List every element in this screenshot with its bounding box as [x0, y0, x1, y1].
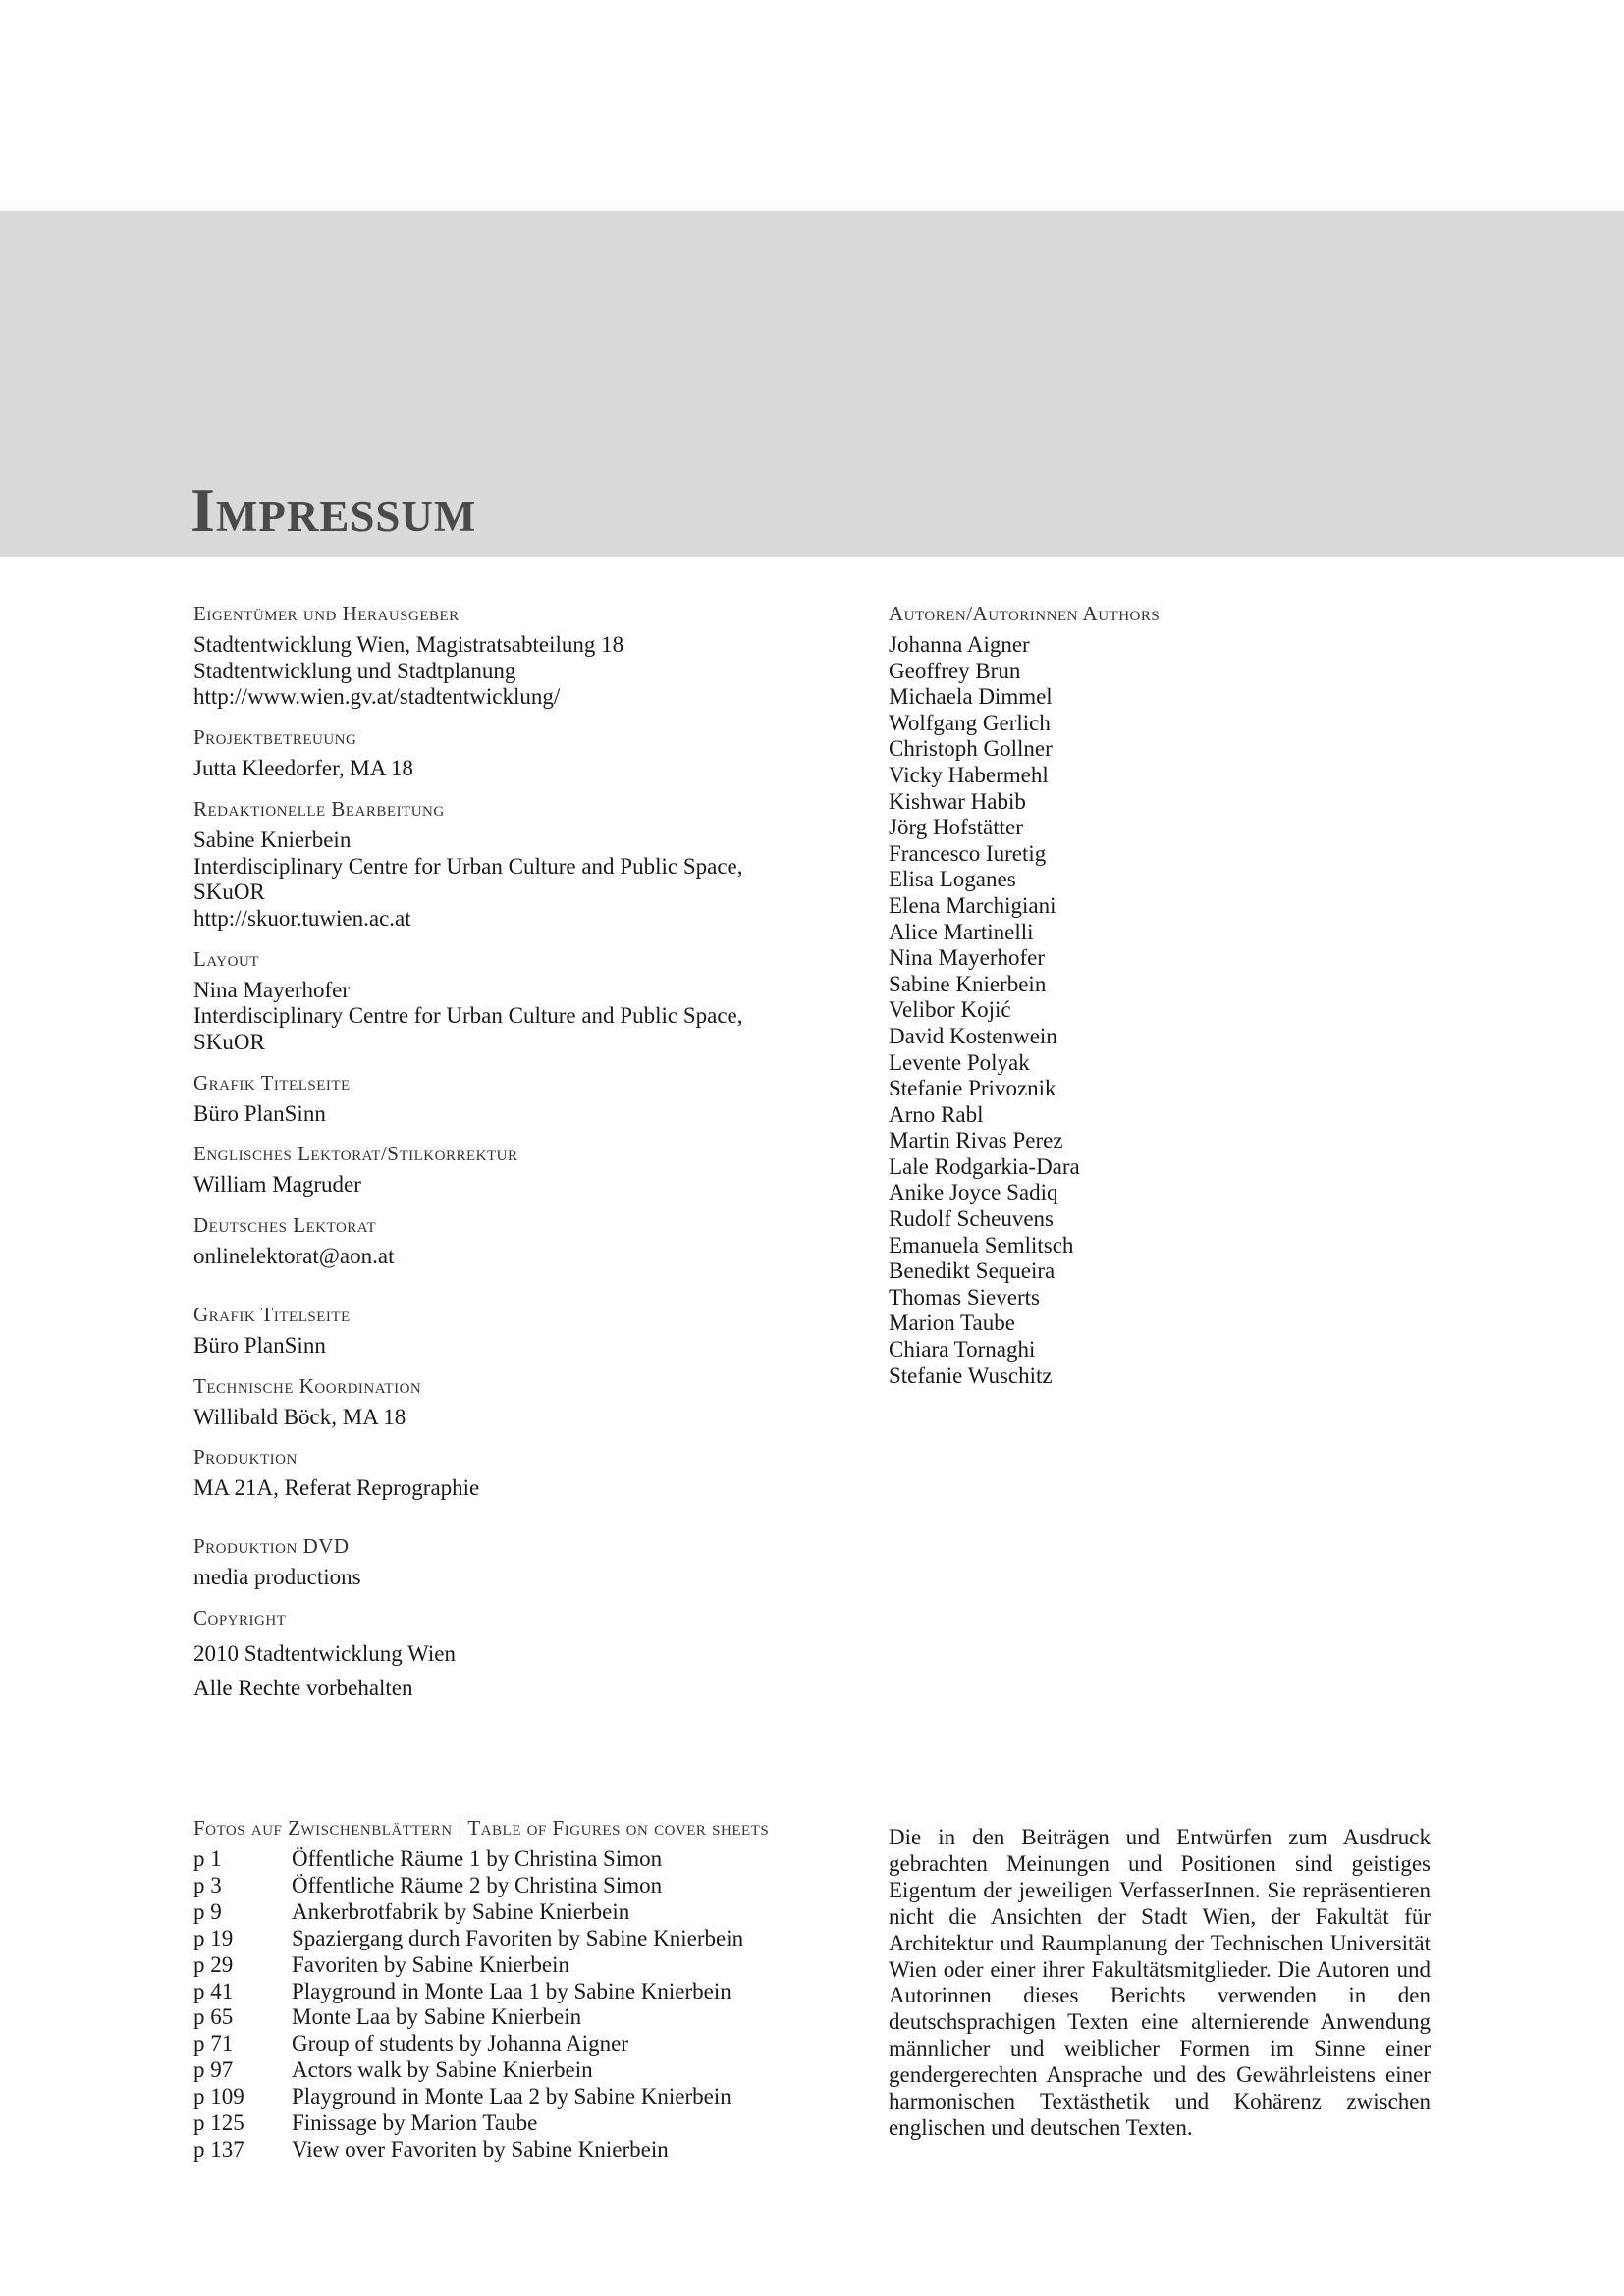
authors-column: [889, 601, 1438, 1389]
figure-page: p 29: [193, 1951, 234, 1977]
author-name: Lale Rodgarkia-Dara: [889, 1153, 1080, 1179]
figure-caption: View over Favoriten by Sabine Knierbein: [292, 2136, 669, 2162]
author-name: Vicky Habermehl: [889, 762, 1049, 787]
figure-row: [193, 1873, 881, 1899]
section-owner: [193, 601, 822, 711]
figure-row: [193, 1979, 881, 2005]
author-name: Stefanie Wuschitz: [889, 1362, 1053, 1388]
figure-caption: Playground in Monte Laa 1 by Sabine Knierbein: [292, 1978, 731, 2003]
section-line: onlinelektorat@aon.at: [193, 1244, 395, 1269]
section-project-support: [193, 724, 822, 782]
figure-caption: Öffentliche Räume 2 by Christina Simon: [292, 1872, 663, 1897]
section-label: Produktion: [193, 1445, 298, 1469]
section-label: Technische Koordination: [193, 1373, 422, 1398]
figure-page: p 109: [193, 2084, 244, 2109]
figure-page: p 137: [193, 2136, 244, 2162]
author-name: Alice Martinelli: [889, 919, 1034, 944]
figure-row: [193, 2031, 881, 2057]
figure-page: p 125: [193, 2110, 244, 2136]
figure-page: p 71: [193, 2031, 234, 2056]
author-name: Rudolf Scheuvens: [889, 1206, 1055, 1232]
figure-caption: Actors walk by Sabine Knierbein: [292, 2057, 593, 2083]
section-line: Sabine Knierbein: [193, 827, 352, 852]
author-name: Christoph Gollner: [889, 736, 1053, 762]
figure-page: p 65: [193, 2004, 234, 2030]
author-name: Francesco Iuretig: [889, 840, 1047, 866]
figure-row: [193, 2137, 881, 2163]
figure-row: [193, 1899, 881, 1926]
section-line: William Magruder: [193, 1172, 361, 1198]
section-line: SKuOR: [193, 1030, 265, 1055]
page-title: Impressum: [190, 475, 477, 545]
section-english-proofreading: [193, 1141, 822, 1199]
section-cover-graphics-2: [193, 1302, 822, 1360]
figure-caption: Monte Laa by Sabine Knierbein: [292, 2004, 582, 2030]
author-name: Marion Taube: [889, 1310, 1015, 1336]
section-line: Stadtentwicklung und Stadtplanung: [193, 658, 516, 683]
author-name: Johanna Aigner: [889, 632, 1030, 657]
imprint-column: [193, 601, 822, 1719]
author-name: Geoffrey Brun: [889, 658, 1021, 683]
figure-row: [193, 1952, 881, 1979]
author-name: Benedikt Sequeira: [889, 1258, 1056, 1284]
section-line: Stadtentwicklung Wien, Magistratsabteilung 18: [193, 632, 624, 657]
figure-page: p 3: [193, 1872, 222, 1897]
author-name: Stefanie Privoznik: [889, 1076, 1056, 1101]
author-name: Velibor Kojić: [889, 997, 1011, 1023]
authors-label: Autoren/Autorinnen Authors: [889, 602, 1161, 625]
section-line: Alle Rechte vorbehalten: [193, 1675, 413, 1700]
section-line: Interdisciplinary Centre for Urban Culture and Public Space,: [193, 853, 743, 879]
section-label: Projektbetreuung: [193, 725, 357, 750]
figure-page: p 97: [193, 2057, 234, 2083]
section-line: Büro PlanSinn: [193, 1332, 326, 1358]
section-line: Jutta Kleedorfer, MA 18: [193, 756, 413, 781]
figure-row: [193, 2004, 881, 2031]
author-name: Chiara Tornaghi: [889, 1337, 1036, 1362]
author-list: [889, 632, 1438, 1389]
section-label: Redaktionelle Bearbeitung: [193, 796, 445, 821]
section-cover-graphics: [193, 1070, 822, 1128]
section-label: Deutsches Lektorat: [193, 1213, 377, 1238]
section-copyright: [193, 1605, 822, 1705]
figure-page: p 41: [193, 1978, 234, 2003]
author-name: Wolfgang Gerlich: [889, 710, 1051, 735]
section-line: Interdisciplinary Centre for Urban Culture and Public Space,: [193, 1003, 743, 1029]
author-name: Kishwar Habib: [889, 788, 1026, 814]
section-line: 2010 Stadtentwicklung Wien: [193, 1640, 456, 1666]
section-label: Eigentümer und Herausgeber: [193, 602, 460, 625]
section-label: Grafik Titelseite: [193, 1302, 351, 1326]
section-label: Produktion DVD: [193, 1533, 350, 1558]
section-line: Willibald Böck, MA 18: [193, 1404, 406, 1429]
section-label: Copyright: [193, 1605, 287, 1629]
author-name: Sabine Knierbein: [889, 971, 1047, 996]
figure-caption: Playground in Monte Laa 2 by Sabine Knierbein: [292, 2084, 731, 2109]
figure-rows: [193, 1846, 881, 2163]
section-german-proofreading: [193, 1212, 822, 1270]
author-name: Thomas Sieverts: [889, 1284, 1040, 1309]
figure-row: [193, 2084, 881, 2110]
disclaimer-text: Die in den Beiträgen und Entwürfen zum Ausdruck gebrachten Meinungen und Positionen sind geistiges Eigentum der jeweiligen VerfasserInnen. Sie repräsentieren nicht die Ansichten der Stadt Wien, der Fakultät für Architektur und Raumplanung der Technischen Universität Wien oder einer ihrer Fakultätsmitglieder. Die Autoren und Autorinnen dieses Berichts verwenden in den deutschsprachigen Texten eine alternierende Anwendung männlicher und weiblicher Formen im Sinne einer gendergerechten Ansprache und des Gewährleistens einer harmonischen Textästhetik und Kohärenz zwischen englischen und deutschen Texten.: [889, 1825, 1431, 2140]
figure-caption: Finissage by Marion Taube: [292, 2110, 538, 2136]
section-production: [193, 1444, 822, 1502]
author-name: David Kostenwein: [889, 1023, 1057, 1048]
author-name: Nina Mayerhofer: [889, 945, 1046, 971]
author-name: Elena Marchigiani: [889, 892, 1056, 918]
figure-page: p 19: [193, 1925, 234, 1950]
section-line: MA 21A, Referat Reprographie: [193, 1475, 480, 1501]
figure-row: [193, 1846, 881, 1873]
section-line: media productions: [193, 1564, 361, 1589]
section-layout: [193, 946, 822, 1056]
figure-row: [193, 2110, 881, 2137]
figure-caption: Favoriten by Sabine Knierbein: [292, 1951, 569, 1977]
section-line: http://skuor.tuwien.ac.at: [193, 905, 411, 931]
section-label: Englisches Lektorat/Stilkorrektur: [193, 1142, 518, 1166]
figure-row: [193, 1926, 881, 1952]
author-name: Levente Polyak: [889, 1049, 1030, 1075]
section-line: http://www.wien.gv.at/stadtentwicklung/: [193, 684, 561, 710]
figures-list: [193, 1815, 881, 2163]
section-label: Layout: [193, 946, 259, 971]
author-name: Anike Joyce Sadiq: [889, 1180, 1058, 1205]
section-technical-coordination: [193, 1373, 822, 1431]
section-editing: [193, 796, 822, 933]
section-line: Nina Mayerhofer: [193, 977, 351, 1002]
figure-caption: Spaziergang durch Favoriten by Sabine Knierbein: [292, 1925, 744, 1950]
figure-page: p 9: [193, 1898, 222, 1924]
figures-label: Fotos auf Zwischenblättern | Table of Figures on cover sheets: [193, 1816, 770, 1840]
section-line: Büro PlanSinn: [193, 1100, 326, 1126]
section-label: Grafik Titelseite: [193, 1070, 351, 1095]
author-name: Jörg Hofstätter: [889, 815, 1023, 840]
author-name: Emanuela Semlitsch: [889, 1232, 1074, 1257]
author-name: Martin Rivas Perez: [889, 1128, 1063, 1153]
figure-caption: Öffentliche Räume 1 by Christina Simon: [292, 1846, 663, 1871]
section-production-dvd: [193, 1533, 822, 1591]
figure-row: [193, 2057, 881, 2084]
figure-caption: Group of students by Johanna Aigner: [292, 2031, 629, 2056]
figure-caption: Ankerbrotfabrik by Sabine Knierbein: [292, 1898, 630, 1924]
author-name: Arno Rabl: [889, 1101, 984, 1127]
author-name: Michaela Dimmel: [889, 684, 1053, 710]
figure-page: p 1: [193, 1846, 222, 1871]
author-name: Elisa Loganes: [889, 867, 1016, 892]
section-line: SKuOR: [193, 880, 265, 905]
